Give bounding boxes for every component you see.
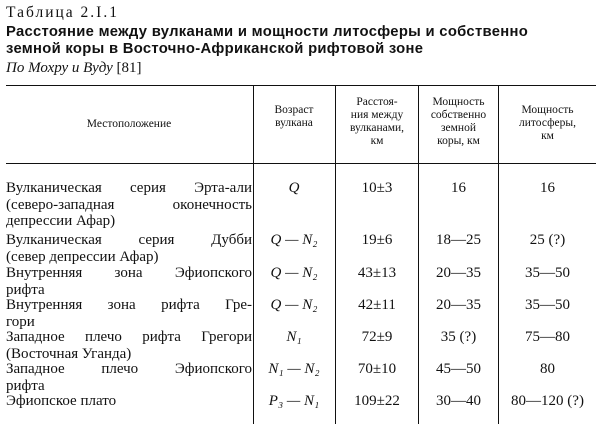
table-title-line-2: земной коры в Восточно-Африканской рифтовой зоне xyxy=(6,41,424,57)
location-line: (север депрессии Афар) xyxy=(6,248,159,265)
header-distance-line: вулканами, xyxy=(349,122,405,134)
row-distance: 70±10 xyxy=(357,361,397,377)
row-location xyxy=(6,393,252,410)
header-lithosphere xyxy=(499,104,596,143)
header-age xyxy=(254,104,334,130)
location-line: рифта xyxy=(6,281,45,298)
row-lithosphere: 35—50 xyxy=(525,297,570,313)
header-crust xyxy=(419,96,498,148)
header-location: Местоположение xyxy=(86,118,172,130)
row-age: Q — N₂ xyxy=(270,232,318,248)
table-title xyxy=(6,24,596,58)
row-distance: 19±6 xyxy=(361,232,393,248)
source-authors: По Мохру и Вуду xyxy=(6,60,113,76)
table-caption: Таблица 2.I.1 xyxy=(6,4,119,21)
row-crust: 20—35 xyxy=(436,265,481,281)
row-age: P₃ — N₁ xyxy=(268,393,320,409)
header-crust-line: собственно xyxy=(430,109,487,121)
row-location xyxy=(6,232,252,265)
row-age: Q — N₂ xyxy=(270,265,318,281)
row-age: Q xyxy=(288,180,300,196)
location-line: Вулканическая серия Эрта-али xyxy=(6,180,252,196)
row-crust: 35 (?) xyxy=(440,329,477,345)
row-age: N₁ — N₂ xyxy=(268,361,320,377)
location-line: Внутренняя зона рифта Гре- xyxy=(6,297,252,313)
row-lithosphere: 75—80 xyxy=(525,329,570,345)
header-lithosphere-line: Мощность xyxy=(521,104,574,116)
row-lithosphere: 25 (?) xyxy=(529,232,566,248)
location-line: Вулканическая серия Дубби xyxy=(6,232,252,248)
source-reference: [81] xyxy=(116,60,142,76)
row-crust: 18—25 xyxy=(436,232,481,248)
row-distance: 10±3 xyxy=(361,180,393,196)
location-line: Эфиопское плато xyxy=(6,393,117,409)
row-location xyxy=(6,265,252,298)
row-location xyxy=(6,329,252,362)
row-lithosphere: 80—120 (?) xyxy=(511,393,584,409)
row-lithosphere: 16 xyxy=(540,180,555,196)
header-distance-line: ния между xyxy=(350,109,404,121)
row-crust: 30—40 xyxy=(436,393,481,409)
row-location xyxy=(6,361,252,394)
location-line: (Восточная Уганда) xyxy=(6,345,132,362)
row-age: N₁ xyxy=(286,329,302,345)
row-crust: 45—50 xyxy=(436,361,481,377)
header-crust-line: Мощность xyxy=(432,96,485,108)
header-distance xyxy=(336,96,418,148)
table-title-line-1: Расстояние между вулканами и мощности литосферы и собственно xyxy=(6,24,529,40)
row-lithosphere: 80 xyxy=(540,361,555,377)
row-crust: 16 xyxy=(451,180,466,196)
header-lithosphere-line: литосферы, xyxy=(519,117,576,129)
row-lithosphere: 35—50 xyxy=(525,265,570,281)
header-lithosphere-line: км xyxy=(541,130,554,142)
row-distance: 42±11 xyxy=(358,297,396,313)
table-top-rule xyxy=(6,85,596,86)
location-line: гори xyxy=(6,313,35,330)
header-distance-line: Расстоя- xyxy=(356,96,398,108)
location-line: рифта xyxy=(6,377,45,394)
location-line: Западное плечо рифта Грегори xyxy=(6,329,252,345)
row-location xyxy=(6,180,252,230)
table-source xyxy=(6,60,142,77)
location-line: депрессии Афар) xyxy=(6,213,116,229)
header-crust-line: земной xyxy=(441,122,476,134)
location-line: (северо-западная оконечность xyxy=(6,196,252,213)
header-distance-line: км xyxy=(370,135,384,147)
location-line: Внутренняя зона Эфиопского xyxy=(6,265,252,281)
row-crust: 20—35 xyxy=(436,297,481,313)
header-age-line: Возраст xyxy=(274,104,314,116)
header-crust-line: коры, км xyxy=(437,135,480,147)
row-location xyxy=(6,297,252,330)
location-line: Западное плечо Эфиопского xyxy=(6,361,252,377)
row-distance: 109±22 xyxy=(354,393,400,409)
header-age-line: вулкана xyxy=(275,117,313,129)
row-distance: 72±9 xyxy=(361,329,393,345)
row-age: Q — N₂ xyxy=(270,297,318,313)
row-distance: 43±13 xyxy=(357,265,397,281)
table-header-rule xyxy=(6,163,596,164)
